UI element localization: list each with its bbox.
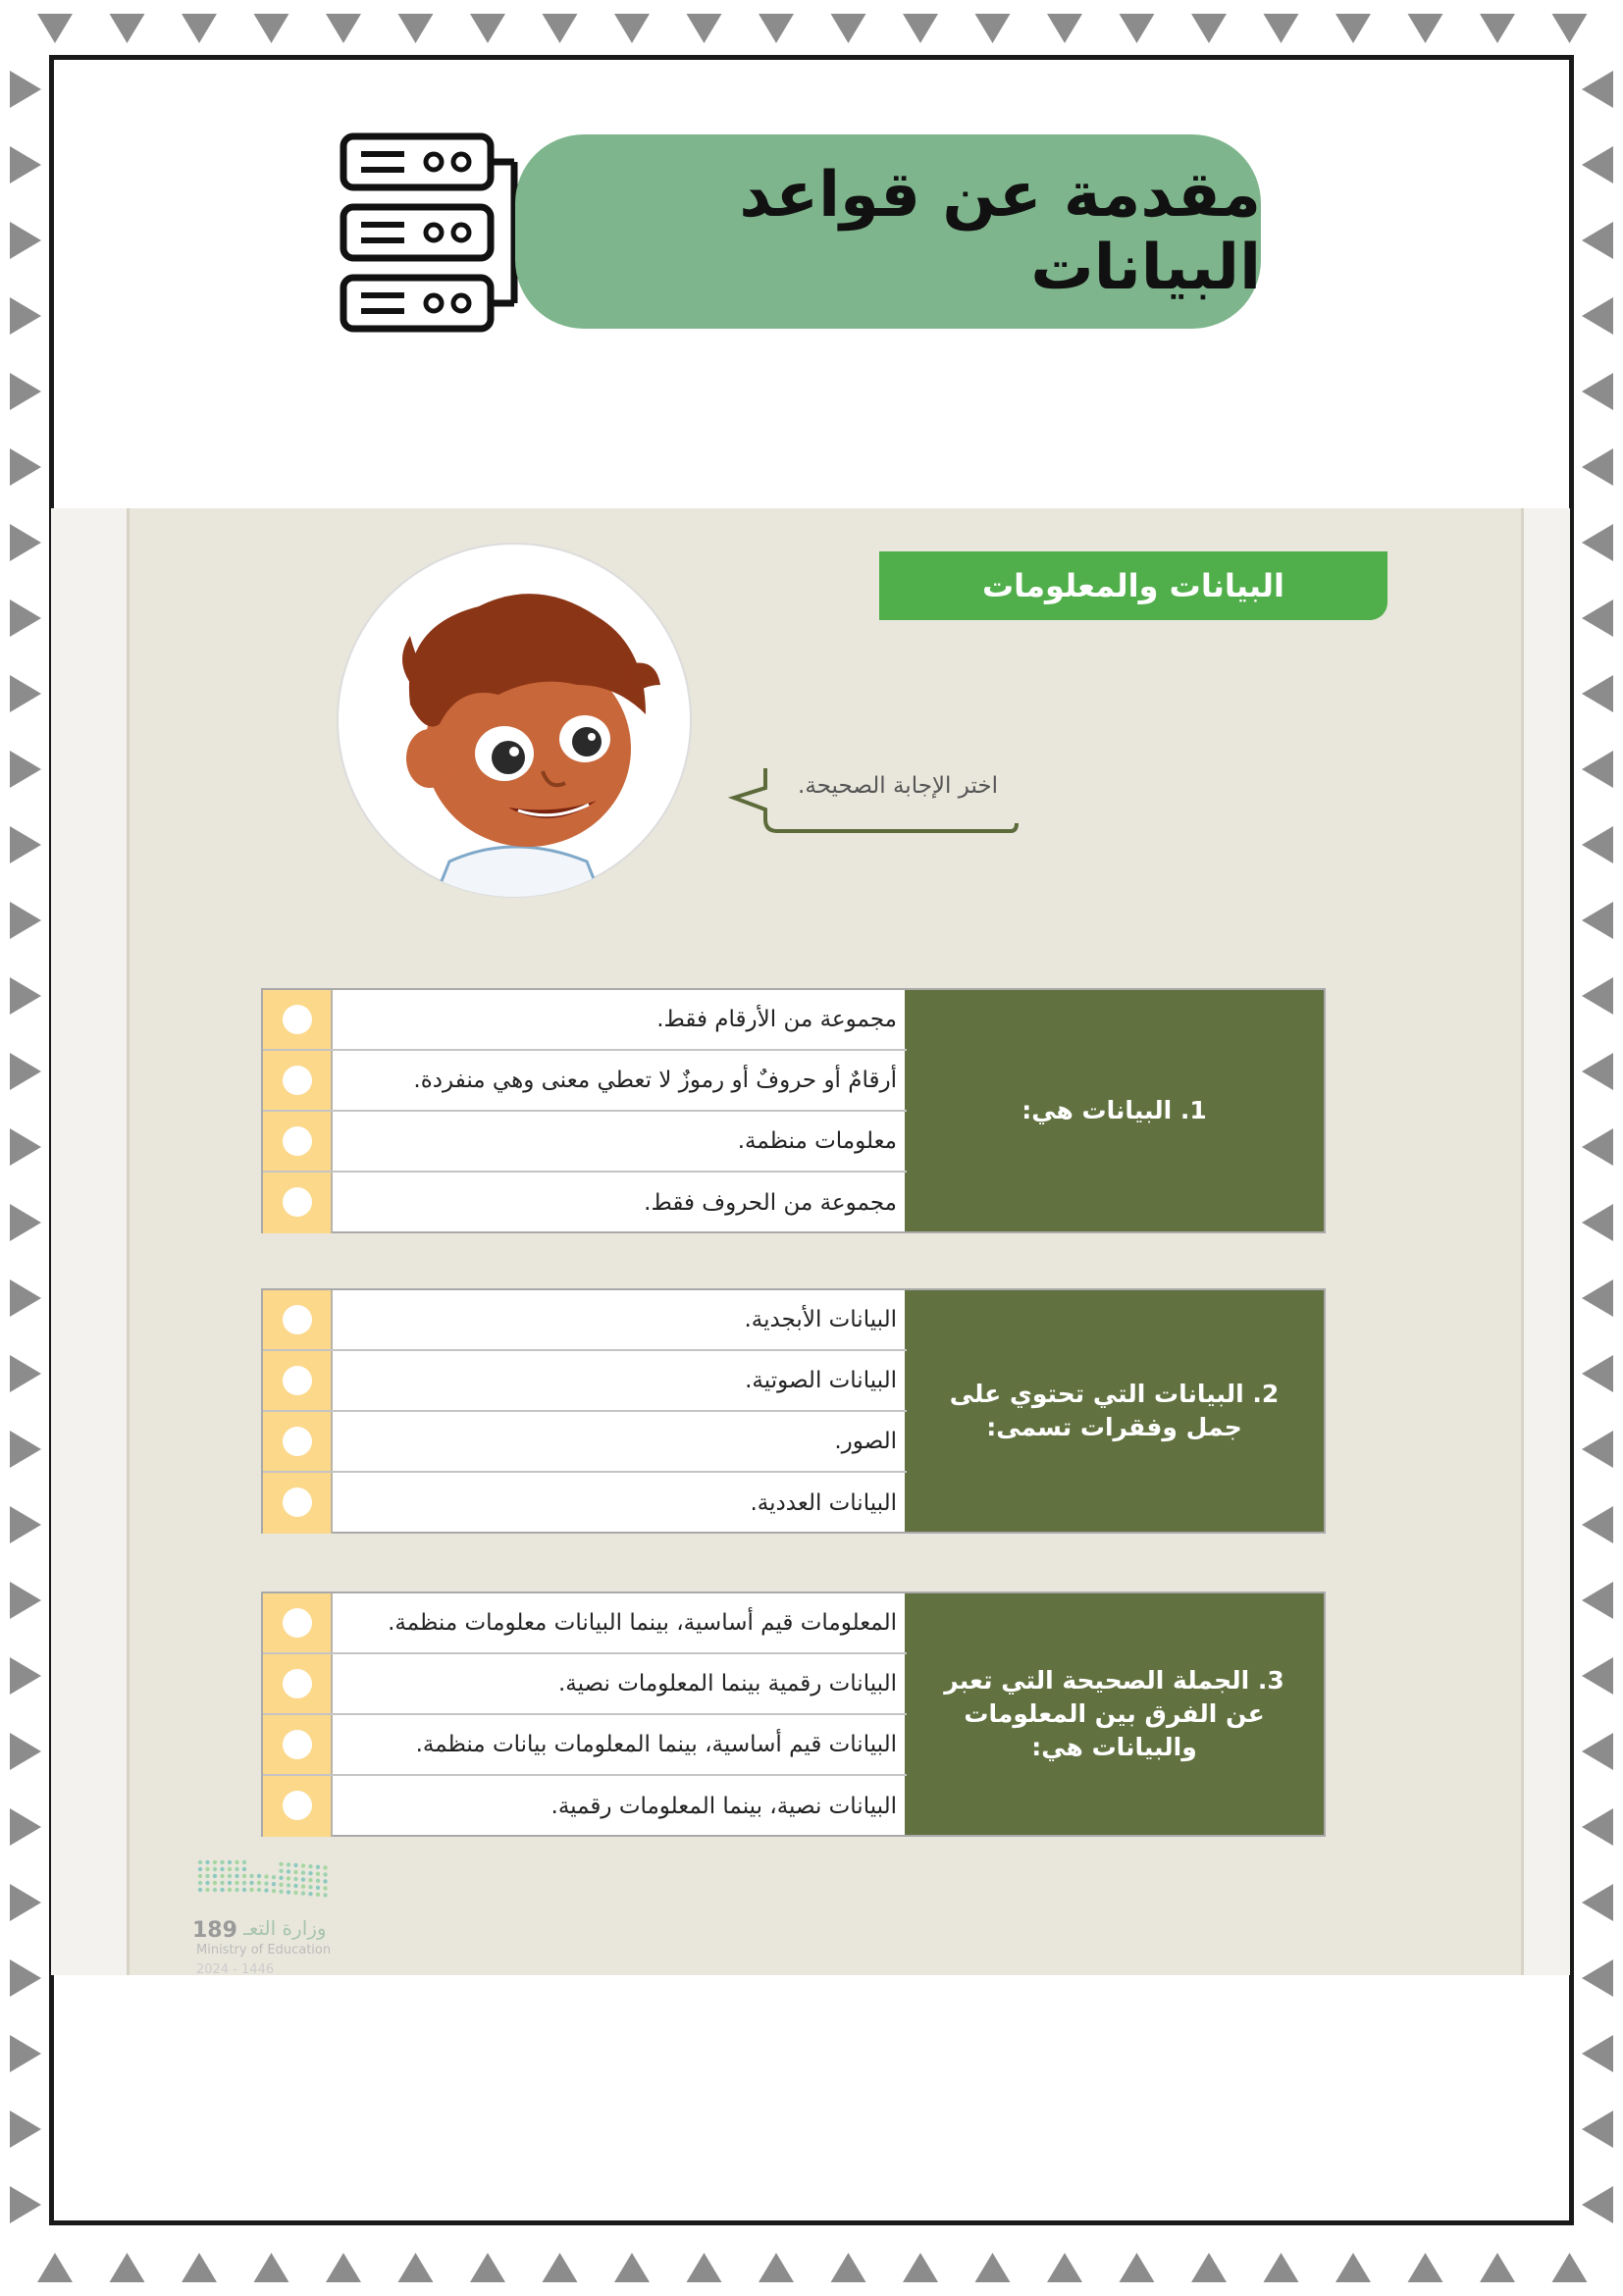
logo-dot <box>301 1877 305 1881</box>
logo-dot <box>249 1888 253 1892</box>
border-triangle <box>1582 373 1613 410</box>
logo-dot <box>323 1879 327 1883</box>
boy-character-illustration <box>332 538 697 907</box>
border-triangle <box>1582 222 1613 259</box>
border-triangle <box>1582 1733 1613 1770</box>
border-triangle <box>10 1204 41 1241</box>
radio-circle[interactable] <box>283 1730 312 1759</box>
option-text: البيانات الصوتية. <box>745 1368 897 1393</box>
radio-circle[interactable] <box>283 1487 312 1517</box>
border-triangle <box>1582 146 1613 183</box>
border-triangle <box>10 1582 41 1619</box>
border-triangle <box>1047 14 1082 43</box>
page-edge-right <box>1521 508 1570 1975</box>
question-prompt: 1. البيانات هي: <box>905 990 1324 1231</box>
logo-dot <box>301 1884 305 1888</box>
logo-dot <box>249 1881 253 1885</box>
logo-dot <box>242 1867 246 1871</box>
border-triangle <box>831 14 866 43</box>
option-marker <box>263 1112 333 1171</box>
ministry-name-en: Ministry of Education <box>196 1943 332 1957</box>
border-triangle <box>1582 2035 1613 2072</box>
border-triangle <box>10 71 41 108</box>
border-triangle <box>1335 2253 1371 2282</box>
border-triangle <box>1047 2253 1082 2282</box>
logo-dot <box>257 1881 261 1885</box>
border-triangle <box>10 448 41 486</box>
option-text: البيانات نصية، بينما المعلومات رقمية. <box>550 1794 897 1819</box>
logo-dot <box>213 1874 217 1878</box>
option-row[interactable] <box>263 1290 907 1351</box>
logo-dot <box>301 1870 305 1874</box>
logo-dot <box>323 1886 327 1890</box>
radio-circle[interactable] <box>283 1126 312 1156</box>
logo-dot <box>228 1860 232 1864</box>
border-triangle <box>543 2253 578 2282</box>
border-triangle <box>10 1959 41 1997</box>
logo-dot <box>272 1889 276 1893</box>
border-triangle <box>903 2253 938 2282</box>
logo-dot <box>220 1888 224 1892</box>
border-triangle <box>10 1053 41 1090</box>
logo-dot <box>293 1891 297 1895</box>
border-triangle <box>10 751 41 788</box>
border-triangle <box>1480 14 1515 43</box>
border-triangle <box>1582 448 1613 486</box>
option-marker <box>263 1715 333 1774</box>
page-number: 189 <box>192 1918 237 1943</box>
logo-dot <box>293 1877 297 1881</box>
border-triangle <box>1582 1506 1613 1543</box>
border-triangle <box>614 2253 650 2282</box>
title-banner <box>515 134 1261 329</box>
logo-dot <box>213 1860 217 1864</box>
border-triangle <box>10 1128 41 1166</box>
logo-dot <box>293 1870 297 1874</box>
radio-circle[interactable] <box>283 1005 312 1034</box>
border-triangle <box>1120 14 1155 43</box>
logo-dot <box>220 1860 224 1864</box>
logo-dot <box>198 1881 202 1885</box>
logo-dot <box>323 1872 327 1876</box>
instruction-text: اختر الإجابة الصحيحة. <box>798 773 998 799</box>
border-triangle <box>37 14 73 43</box>
option-row[interactable] <box>263 1351 907 1412</box>
radio-circle[interactable] <box>283 1066 312 1095</box>
border-triangle <box>10 1279 41 1317</box>
logo-dot <box>198 1860 202 1864</box>
option-row[interactable] <box>263 1593 907 1654</box>
option-text: البيانات قيم أساسية، بينما المعلومات بيانات منظمة. <box>415 1732 897 1757</box>
ministry-logo-icon <box>192 1854 408 1913</box>
border-triangle <box>10 675 41 712</box>
question-1 <box>261 988 1326 1233</box>
option-marker <box>263 1593 333 1652</box>
logo-dot <box>235 1881 238 1885</box>
border-triangle <box>110 14 145 43</box>
radio-circle[interactable] <box>283 1669 312 1698</box>
logo-dot <box>205 1867 209 1871</box>
logo-dot <box>272 1875 276 1879</box>
border-triangle <box>10 977 41 1015</box>
border-triangle <box>37 2253 73 2282</box>
option-text: البيانات رقمية بينما المعلومات نصية. <box>557 1671 897 1696</box>
option-text: الصور. <box>834 1429 897 1454</box>
logo-dot <box>228 1874 232 1878</box>
option-row[interactable] <box>263 1051 907 1112</box>
logo-dot <box>287 1869 290 1873</box>
logo-dot <box>205 1860 209 1864</box>
border-triangle <box>975 2253 1011 2282</box>
logo-dot <box>198 1888 202 1892</box>
border-triangle <box>1582 600 1613 637</box>
option-row[interactable] <box>263 1112 907 1173</box>
option-text: مجموعة من الحروف فقط. <box>644 1190 897 1216</box>
border-triangle <box>10 373 41 410</box>
border-triangle <box>1582 1053 1613 1090</box>
question-2 <box>261 1288 1326 1534</box>
border-triangle <box>543 14 578 43</box>
option-row[interactable] <box>263 1173 907 1233</box>
border-triangle <box>1582 2186 1613 2223</box>
border-triangle <box>1582 297 1613 335</box>
speech-bubble <box>726 760 1021 839</box>
logo-dot <box>235 1888 238 1892</box>
logo-dot <box>308 1864 312 1868</box>
border-triangle <box>10 146 41 183</box>
border-triangle <box>10 2186 41 2223</box>
page-edge-left <box>51 508 130 1975</box>
border-triangle <box>1582 1355 1613 1392</box>
border-triangle <box>1582 902 1613 939</box>
option-row[interactable] <box>263 1473 907 1534</box>
border-triangle <box>1582 524 1613 561</box>
border-triangle <box>10 1657 41 1695</box>
logo-dot <box>323 1893 327 1897</box>
logo-dot <box>242 1888 246 1892</box>
logo-dot <box>279 1890 283 1894</box>
logo-dot <box>235 1874 238 1878</box>
option-marker <box>263 1412 333 1471</box>
logo-dot <box>264 1874 268 1878</box>
logo-dot <box>235 1867 238 1871</box>
option-marker <box>263 1473 333 1534</box>
option-row[interactable] <box>263 990 907 1051</box>
border-triangle <box>1552 2253 1588 2282</box>
logo-dot <box>301 1891 305 1895</box>
radio-circle[interactable] <box>283 1608 312 1638</box>
border-triangle <box>759 14 794 43</box>
logo-dot <box>235 1860 238 1864</box>
option-marker <box>263 990 333 1049</box>
logo-dot <box>279 1883 283 1887</box>
option-marker <box>263 1351 333 1410</box>
border-triangle <box>1582 1204 1613 1241</box>
logo-dot <box>287 1862 290 1866</box>
option-text: المعلومات قيم أساسية، بينما البيانات معلومات منظمة. <box>388 1610 897 1636</box>
border-triangle <box>10 1884 41 1921</box>
border-triangle <box>975 14 1011 43</box>
question-prompt: 2. البيانات التي تحتوي على جمل وفقرات تسمى: <box>905 1290 1324 1532</box>
logo-dot <box>287 1883 290 1887</box>
section-title: البيانات والمعلومات <box>982 567 1284 604</box>
border-triangle <box>1408 2253 1443 2282</box>
border-triangle <box>326 14 361 43</box>
border-triangle <box>1582 71 1613 108</box>
border-triangle <box>1582 1884 1613 1921</box>
logo-dot <box>316 1886 320 1890</box>
border-triangle <box>1191 14 1227 43</box>
logo-dot <box>220 1881 224 1885</box>
border-triangle <box>1582 1582 1613 1619</box>
option-row[interactable] <box>263 1715 907 1776</box>
question-prompt: 3. الجملة الصحيحة التي تعبر عن الفرق بين المعلومات والبيانات هي: <box>905 1593 1324 1835</box>
border-triangle <box>182 2253 217 2282</box>
option-marker <box>263 1776 333 1837</box>
logo-dot <box>316 1879 320 1883</box>
border-triangle <box>10 600 41 637</box>
border-triangle <box>1480 2253 1515 2282</box>
border-triangle <box>1582 1431 1613 1468</box>
border-triangle <box>398 14 434 43</box>
border-triangle <box>687 2253 722 2282</box>
logo-dot <box>264 1888 268 1892</box>
border-triangle <box>831 2253 866 2282</box>
border-triangle <box>1408 14 1443 43</box>
radio-circle[interactable] <box>283 1305 312 1334</box>
border-triangle <box>10 1733 41 1770</box>
logo-dot <box>228 1881 232 1885</box>
academic-year: 2024 - 1446 <box>196 1962 275 1977</box>
logo-dot <box>316 1872 320 1876</box>
border-triangle <box>1582 1128 1613 1166</box>
border-triangle <box>182 14 217 43</box>
border-triangle <box>10 902 41 939</box>
option-row[interactable] <box>263 1412 907 1473</box>
logo-dot <box>228 1867 232 1871</box>
logo-dot <box>213 1867 217 1871</box>
border-triangle <box>1582 826 1613 863</box>
section-header <box>879 551 1387 620</box>
border-triangle <box>1582 977 1613 1015</box>
border-triangle <box>254 14 289 43</box>
logo-dot <box>198 1867 202 1871</box>
border-triangle <box>10 2111 41 2148</box>
border-triangle <box>1582 751 1613 788</box>
border-triangle <box>10 222 41 259</box>
logo-dot <box>279 1862 283 1866</box>
radio-circle[interactable] <box>283 1427 312 1456</box>
border-triangle <box>1582 1959 1613 1997</box>
border-triangle <box>10 1431 41 1468</box>
border-triangle <box>110 2253 145 2282</box>
border-triangle <box>903 14 938 43</box>
border-triangle <box>1552 14 1588 43</box>
logo-dot <box>220 1867 224 1871</box>
border-triangle <box>326 2253 361 2282</box>
logo-dot <box>264 1881 268 1885</box>
logo-dot <box>242 1881 246 1885</box>
border-triangle <box>1582 675 1613 712</box>
option-text: البيانات الأبجدية. <box>744 1307 897 1332</box>
border-triangle <box>1120 2253 1155 2282</box>
option-row[interactable] <box>263 1654 907 1715</box>
border-triangle <box>10 1506 41 1543</box>
logo-dot <box>293 1863 297 1867</box>
border-triangle <box>10 524 41 561</box>
border-triangle <box>398 2253 434 2282</box>
logo-dot <box>242 1874 246 1878</box>
logo-dot <box>228 1888 232 1892</box>
logo-dot <box>205 1881 209 1885</box>
logo-dot <box>279 1869 283 1873</box>
logo-dot <box>205 1874 209 1878</box>
logo-dot <box>257 1888 261 1892</box>
option-text: أرقامٌ أو حروفٌ أو رموزٌ لا تعطي معنى وهي منفردة. <box>413 1068 897 1093</box>
option-marker <box>263 1654 333 1713</box>
logo-dot <box>279 1876 283 1880</box>
ministry-name: وزارة التعـ <box>243 1916 327 1940</box>
logo-dot <box>242 1860 246 1864</box>
radio-circle[interactable] <box>283 1366 312 1395</box>
radio-circle[interactable] <box>283 1791 312 1820</box>
border-triangle <box>254 2253 289 2282</box>
database-server-icon <box>336 130 522 340</box>
border-triangle <box>614 14 650 43</box>
border-triangle <box>470 2253 505 2282</box>
border-triangle <box>687 14 722 43</box>
logo-dot <box>308 1892 312 1896</box>
logo-dot <box>287 1876 290 1880</box>
border-triangle <box>10 297 41 335</box>
border-triangle <box>1191 2253 1227 2282</box>
logo-dot <box>287 1890 290 1894</box>
logo-dot <box>213 1881 217 1885</box>
logo-dot <box>316 1865 320 1869</box>
logo-dot <box>316 1893 320 1897</box>
option-marker <box>263 1290 333 1349</box>
option-text: البيانات العددية. <box>750 1490 897 1516</box>
border-triangle <box>10 1355 41 1392</box>
logo-dot <box>257 1874 261 1878</box>
border-triangle <box>1264 2253 1299 2282</box>
logo-dot <box>272 1882 276 1886</box>
border-triangle <box>1264 14 1299 43</box>
border-triangle <box>10 2035 41 2072</box>
border-triangle <box>1582 1657 1613 1695</box>
option-row[interactable] <box>263 1776 907 1837</box>
radio-circle[interactable] <box>283 1187 312 1217</box>
option-text: معلومات منظمة. <box>737 1128 897 1154</box>
border-triangle <box>10 826 41 863</box>
option-marker <box>263 1051 333 1110</box>
logo-dot <box>301 1863 305 1867</box>
logo-dot <box>205 1888 209 1892</box>
logo-dot <box>308 1885 312 1889</box>
option-marker <box>263 1173 333 1233</box>
border-triangle <box>1335 14 1371 43</box>
border-triangle <box>1582 1808 1613 1846</box>
logo-dot <box>308 1871 312 1875</box>
border-triangle <box>1582 2111 1613 2148</box>
logo-dot <box>249 1874 253 1878</box>
logo-dot <box>323 1865 327 1869</box>
border-triangle <box>759 2253 794 2282</box>
logo-dot <box>293 1884 297 1888</box>
logo-dot <box>213 1888 217 1892</box>
border-triangle <box>1582 1279 1613 1317</box>
logo-dot <box>198 1874 202 1878</box>
page-title: مقدمة عن قواعد البيانات <box>739 159 1261 304</box>
border-triangle <box>470 14 505 43</box>
logo-dot <box>308 1878 312 1882</box>
border-triangle <box>10 1808 41 1846</box>
option-text: مجموعة من الأرقام فقط. <box>656 1007 897 1032</box>
question-3 <box>261 1592 1326 1837</box>
logo-dot <box>220 1874 224 1878</box>
